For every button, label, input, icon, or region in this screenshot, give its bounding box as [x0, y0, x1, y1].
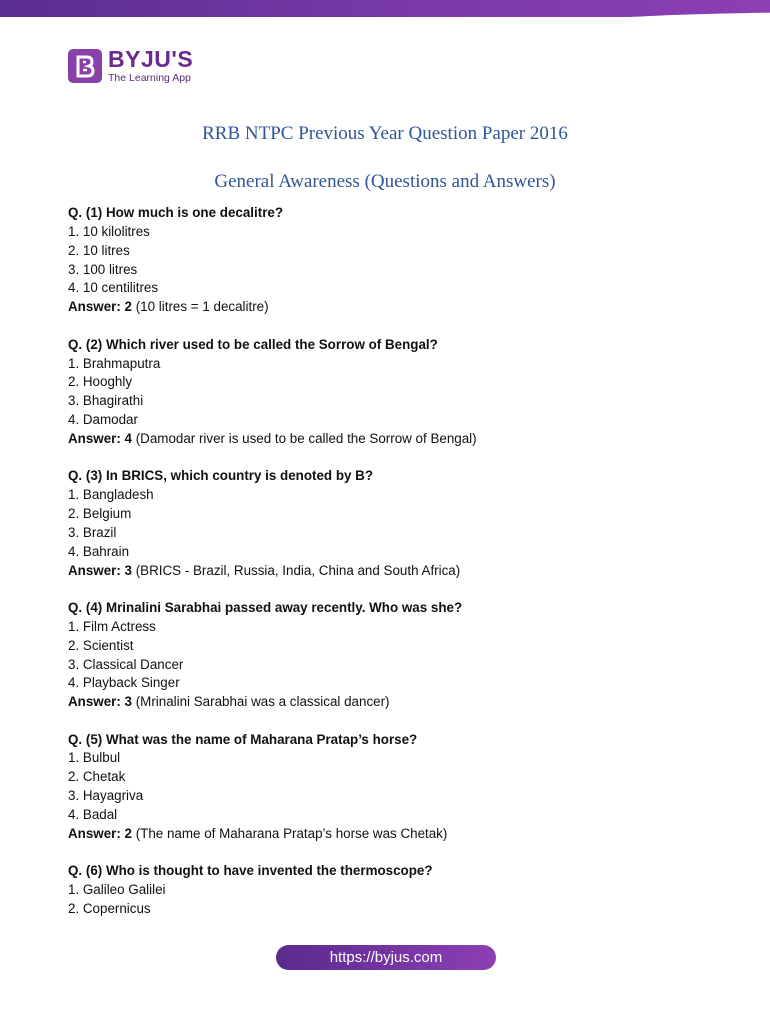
brand-name: BYJU'S: [108, 46, 194, 72]
question-text: Q. (4) Mrinalini Sarabhai passed away recently. Who was she?: [68, 599, 463, 615]
answer-line: [68, 298, 728, 317]
answer-explanation: (Damodar river is used to be called the Sorrow of Bengal): [132, 430, 477, 446]
question-text: Q. (6) Who is thought to have invented the thermoscope?: [68, 863, 433, 879]
question-block: [68, 731, 728, 844]
option: 1. Film Actress: [68, 618, 156, 634]
question-text: Q. (5) What was the name of Maharana Pratap’s horse?: [68, 731, 418, 747]
option: 2. Chetak: [68, 769, 126, 785]
option: 4. Playback Singer: [68, 675, 180, 691]
option: 1. 10 kilolitres: [68, 223, 150, 239]
question-text: Q. (2) Which river used to be called the Sorrow of Bengal?: [68, 336, 438, 352]
page-title: RRB NTPC Previous Year Question Paper 2016: [202, 123, 568, 144]
answer-line: [68, 693, 728, 712]
page-subtitle: General Awareness (Questions and Answers): [214, 171, 556, 192]
questions-list: [68, 204, 728, 937]
website-link[interactable]: https://byjus.com: [276, 945, 496, 970]
option: 3. Bhagirathi: [68, 393, 144, 409]
question-text: Q. (1) How much is one decalitre?: [68, 205, 284, 220]
question-block: [68, 204, 728, 317]
option: 3. Classical Dancer: [68, 656, 184, 672]
option: 4. Badal: [68, 807, 118, 822]
brand-tagline: The Learning App: [108, 72, 191, 84]
question-block: [68, 599, 728, 712]
option: 1. Bangladesh: [68, 487, 154, 503]
answer-label: Answer: 2: [68, 299, 132, 315]
answer-label: Answer: 4: [68, 430, 132, 446]
answer-label: Answer: 3: [68, 562, 132, 578]
answer-explanation: (10 litres = 1 decalitre): [132, 299, 269, 315]
top-banner-bar: [0, 0, 770, 17]
option: 2. Belgium: [68, 506, 132, 521]
option: 1. Bulbul: [68, 750, 121, 766]
option: 2. Hooghly: [68, 374, 133, 390]
option: 3. Brazil: [68, 524, 117, 540]
byjus-logo-icon: [68, 49, 102, 83]
option: 2. 10 litres: [68, 242, 130, 258]
answer-line: [68, 562, 728, 581]
option: 1. Brahmaputra: [68, 355, 161, 371]
option: 1. Galileo Galilei: [68, 882, 166, 898]
answer-explanation: (BRICS - Brazil, Russia, India, China and South Africa): [132, 562, 461, 578]
answer-label: Answer: 3: [68, 694, 132, 710]
question-text: Q. (3) In BRICS, which country is denoted by B?: [68, 468, 374, 484]
answer-explanation: (Mrinalini Sarabhai was a classical dancer): [132, 694, 390, 710]
answer-label: Answer: 2: [68, 825, 132, 841]
question-block: [68, 336, 728, 449]
option: 4. 10 centilitres: [68, 280, 159, 296]
question-block: [68, 862, 728, 919]
option: 4. Bahrain: [68, 543, 130, 559]
question-block: [68, 467, 728, 580]
byjus-logo: [68, 48, 193, 84]
option: 2. Copernicus: [68, 900, 151, 916]
option: 2. Scientist: [68, 637, 134, 653]
option: 4. Damodar: [68, 412, 138, 428]
answer-line: [68, 430, 728, 449]
option: 3. 100 litres: [68, 261, 138, 277]
option: 3. Hayagriva: [68, 788, 144, 804]
answer-explanation: (The name of Maharana Pratap’s horse was Chetak): [132, 825, 448, 841]
answer-line: [68, 825, 728, 844]
